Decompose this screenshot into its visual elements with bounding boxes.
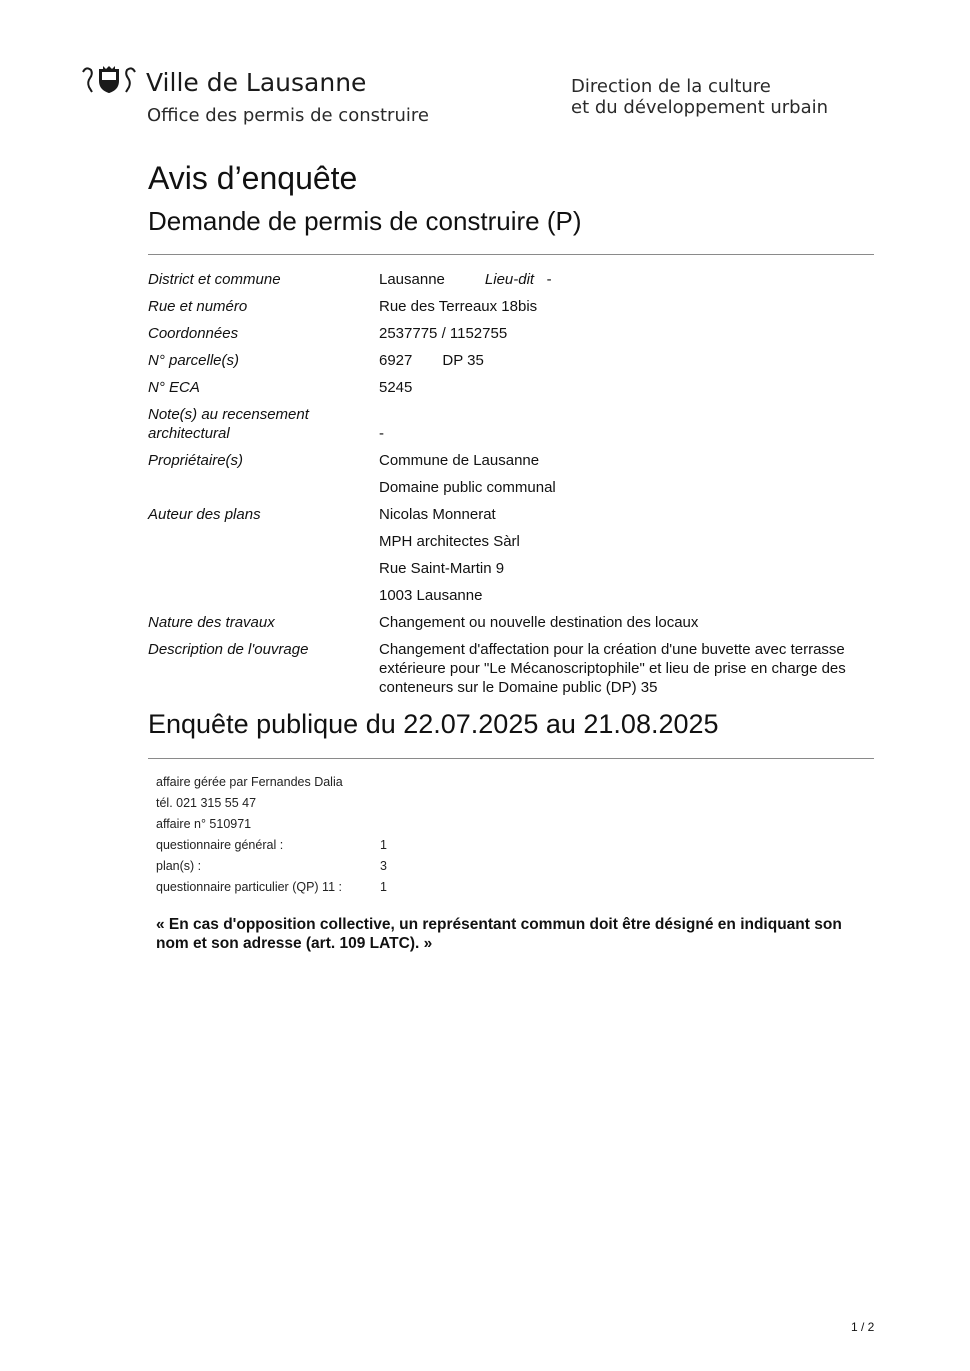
author-value: 1003 Lausanne <box>379 587 483 604</box>
district-value: Lausanne <box>379 271 445 288</box>
divider <box>148 758 874 759</box>
author-value: Rue Saint-Martin 9 <box>379 560 505 577</box>
owner-value: Domaine public communal <box>379 479 556 496</box>
author-value: MPH architectes Sàrl <box>379 533 520 550</box>
coords-value: 2537775 / 1152755 <box>379 325 508 342</box>
coat-of-arms-icon <box>80 64 138 94</box>
meta-row-label: plan(s) : <box>156 859 202 873</box>
city-name: Ville de Lausanne <box>146 68 367 97</box>
office-name: Office des permis de construire <box>147 105 429 126</box>
street-label: Rue et numéro <box>148 298 248 315</box>
lieu-dit-value: - <box>546 271 552 288</box>
meta-row-value: 1 <box>380 838 387 852</box>
direction-line-2: et du développement urbain <box>571 97 829 118</box>
row-note <box>148 405 874 443</box>
meta-row-value: 1 <box>380 880 387 894</box>
divider <box>148 254 874 255</box>
page-title: Avis d’enquête <box>148 160 358 196</box>
row-district <box>148 270 874 289</box>
row-nature <box>148 613 874 632</box>
row-eca <box>148 378 874 397</box>
eca-value: 5245 <box>379 379 413 396</box>
row-owners <box>148 451 874 497</box>
row-coords <box>148 324 874 343</box>
row-description <box>148 640 874 697</box>
meta-manager: affaire gérée par Fernandes Dalia <box>156 775 343 789</box>
note-value: - <box>379 425 384 442</box>
parcelle-value-1: 6927 <box>379 352 413 369</box>
row-street <box>148 297 874 316</box>
page-indicator: 1 / 2 <box>851 1320 875 1334</box>
owners-label: Propriétaire(s) <box>148 452 244 469</box>
eca-label: N° ECA <box>148 379 200 396</box>
district-label: District et commune <box>148 271 281 288</box>
parcelle-value-2: DP 35 <box>442 352 484 369</box>
owner-value: Commune de Lausanne <box>379 452 540 469</box>
coords-label: Coordonnées <box>148 325 239 342</box>
meta-phone: tél. 021 315 55 47 <box>156 796 257 810</box>
description-label: Description de l'ouvrage <box>148 641 309 658</box>
meta-row <box>156 856 387 877</box>
lieu-dit-label: Lieu-dit <box>484 271 535 288</box>
meta-row <box>156 877 387 898</box>
parcelles-label: N° parcelle(s) <box>148 352 240 369</box>
page-subtitle: Demande de permis de construire (P) <box>148 206 582 236</box>
nature-label: Nature des travaux <box>148 614 275 631</box>
author-value: Nicolas Monnerat <box>379 506 496 523</box>
description-value: Changement d'affectation pour la création d'une buvette avec terrasse extérieure pour "Le Mécanoscriptophile" et lieu de prise en charge des conteneurs sur le Domaine public (DP) 35 <box>379 641 846 696</box>
row-parcelles <box>148 351 874 370</box>
author-label: Auteur des plans <box>148 506 261 523</box>
info-table <box>148 270 874 705</box>
opposition-notice: « En cas d'opposition collective, un représentant commun doit être désigné en indiquant son nom et son adresse (art. 109 LATC). » <box>156 916 842 952</box>
note-label: Note(s) au recensement architectural <box>148 406 309 442</box>
enquete-period: Enquête publique du 22.07.2025 au 21.08.2025 <box>148 709 719 739</box>
direction-block <box>571 76 828 118</box>
row-author <box>148 505 874 605</box>
street-value: Rue des Terreaux 18bis <box>379 298 538 315</box>
meta-row <box>156 835 387 856</box>
meta-row-label: questionnaire particulier (QP) 11 : <box>156 880 342 894</box>
nature-value: Changement ou nouvelle destination des locaux <box>379 614 699 631</box>
affair-meta <box>156 772 387 898</box>
meta-affair: affaire n° 510971 <box>156 817 252 831</box>
direction-line-1: Direction de la culture <box>571 76 771 97</box>
meta-row-value: 3 <box>380 859 387 873</box>
meta-row-label: questionnaire général : <box>156 838 284 852</box>
